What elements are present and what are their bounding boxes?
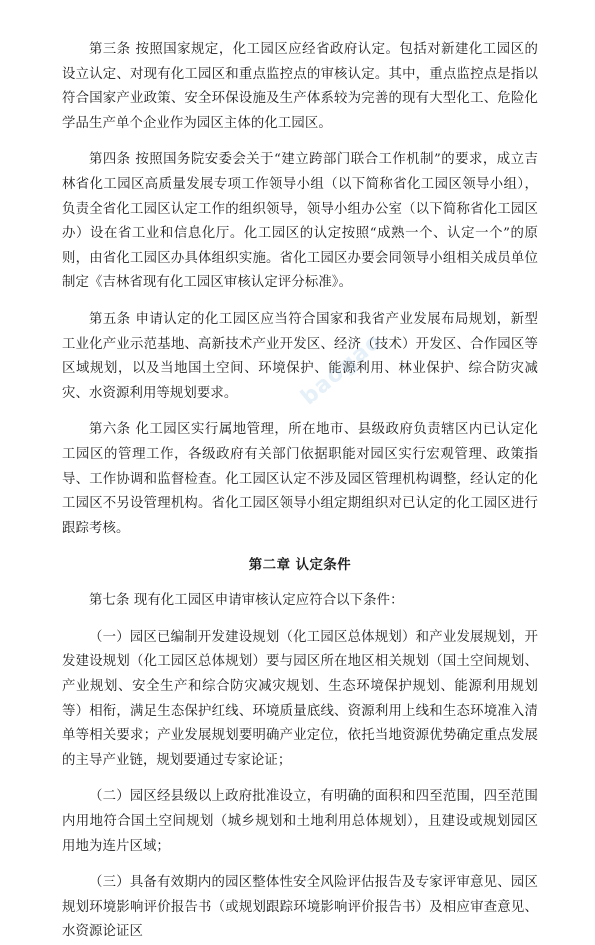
condition-2-paragraph: （二）园区经县级以上政府批准设立，有明确的面积和四至范围，四至范围内用地符合国土空间规划（城乡规划和土地利用总体规划），且建设或规划园区用地为连片区域；	[62, 789, 538, 854]
condition-1-paragraph: （一）园区已编制开发建设规划（化工园区总体规划）和产业发展规划，开发建设规划（化工园区总体规划）要与园区所在地区相关规划（国土空间规划、产业规划、安全生产和综合防灾减灾规划、生态环境保护规划、能源利用规划等）相衔，满足生态保护红线、环境质量底线、资源利用上线和生态环境准入清单等相关要求；产业发展规划要明确产业定位，依托当地资源优势确定重点发展的主导产业链，规划要通过专家论证；	[62, 629, 538, 768]
watermark-logo: baogao	[296, 328, 388, 411]
article-5-paragraph: 第五条 申请认定的化工园区应当符合国家和我省产业发展布局规划，新型工业化产业示范基地、高新技术产业开发区、经济（技术）开发区、合作园区等区域规划，以及当地国土空间、环境保护、能源利用、林业保护、综合防灾减灾、水资源利用等规划要求。	[62, 311, 538, 401]
article-4-paragraph: 第四条 按照国务院安委会关于“建立跨部门联合工作机制”的要求，成立吉林省化工园区高质量发展专项工作领导小组（以下简称省化工园区领导小组），负责全省化工园区认定工作的组织领导，领导小组办公室（以下简称省化工园区办）设在省工业和信息化厅。化工园区的认定按照“成熟一个、认定一个”的原则，由省化工园区办具体组织实施。省化工园区办要会同领导小组相关成员单位制定《吉林省现有化工园区审核认定评分标准》。	[62, 152, 538, 291]
article-6-paragraph: 第六条 化工园区实行属地管理，所在地市、县级政府负责辖区内已认定化工园区的管理工作，各级政府有关部门依据职能对园区实行宏观管理、政策指导、工作协调和监督检查。化工园区认定不涉及园区管理机构调整，经认定的化工园区不另设管理机构。省化工园区领导小组定期组织对已认定的化工园区进行跟踪考核。	[62, 422, 538, 536]
condition-3-paragraph: （三）具备有效期内的园区整体性安全风险评估报告及专家评审意见、园区规划环境影响评价报告书（或规划跟踪环境影响评价报告书）及相应审查意见、水资源论证区	[62, 875, 538, 940]
article-3-paragraph: 第三条 按照国家规定，化工园区应经省政府认定。包括对新建化工园区的设立认定、对现有化工园区和重点监控点的审核认定。其中，重点监控点是指以符合国家产业政策、安全环保设施及生产体系较为完善的现有大型化工、危险化学品生产单个企业作为园区主体的化工园区。	[62, 42, 538, 131]
chapter-heading: 第二章 认定条件	[248, 557, 352, 574]
article-7-paragraph: 第七条 现有化工园区申请审核认定应符合以下条件：	[89, 593, 404, 609]
